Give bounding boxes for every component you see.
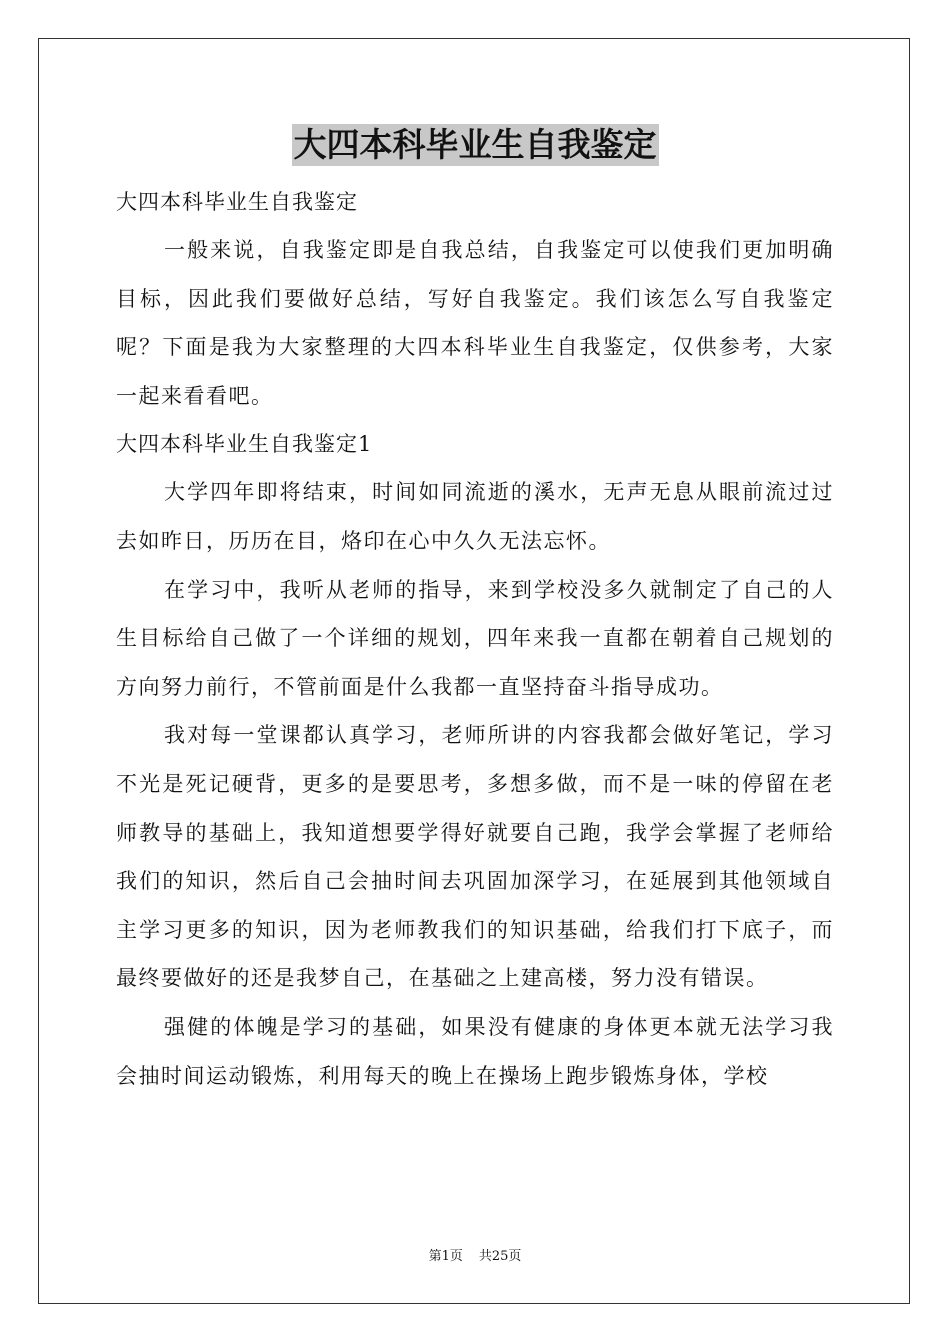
document-subtitle: 大四本科毕业生自我鉴定 bbox=[116, 190, 358, 214]
page-number: 第1页 bbox=[428, 1249, 463, 1264]
document-title: 大四本科毕业生自我鉴定 bbox=[293, 125, 657, 164]
intro-paragraph: 一般来说，自我鉴定即是自我总结，自我鉴定可以使我们更加明确目标，因此我们要做好总结，写好自我鉴定。我们该怎么写自我鉴定呢？下面是我为大家整理的大四本科毕业生自我鉴定，仅供参考，大家一起来看看吧。 bbox=[116, 238, 834, 408]
body-paragraph: 在学习中，我听从老师的指导，来到学校没多久就制定了自己的人生目标给自己做了一个详细的规划，四年来我一直都在朝着自己规划的方向努力前行，不管前面是什么我都一直坚持奋斗指导成功。 bbox=[116, 577, 834, 699]
page-footer bbox=[0, 1248, 950, 1266]
document-body bbox=[116, 178, 834, 1100]
title-container bbox=[0, 124, 950, 166]
page-total: 共25页 bbox=[478, 1249, 522, 1264]
body-paragraph: 强健的体魄是学习的基础，如果没有健康的身体更本就无法学习我会抽时间运动锻炼，利用每天的晚上在操场上跑步锻炼身体，学校 bbox=[116, 1014, 834, 1088]
body-paragraph: 我对每一堂课都认真学习，老师所讲的内容我都会做好笔记，学习不光是死记硬背，更多的是要思考，多想多做，而不是一味的停留在老师教导的基础上，我知道想要学得好就要自己跑，我学会掌握了老师给我们的知识，然后自己会抽时间去巩固加深学习，在延展到其他领域自主学习更多的知识，因为老师教我们的知识基础，给我们打下底子，而最终要做好的还是我梦自己，在基础之上建高楼，努力没有错误。 bbox=[116, 723, 834, 991]
body-paragraph: 大学四年即将结束，时间如同流逝的溪水，无声无息从眼前流过过去如昨日，历历在目，烙印在心中久久无法忘怀。 bbox=[116, 480, 834, 553]
section-heading: 大四本科毕业生自我鉴定1 bbox=[116, 432, 373, 457]
